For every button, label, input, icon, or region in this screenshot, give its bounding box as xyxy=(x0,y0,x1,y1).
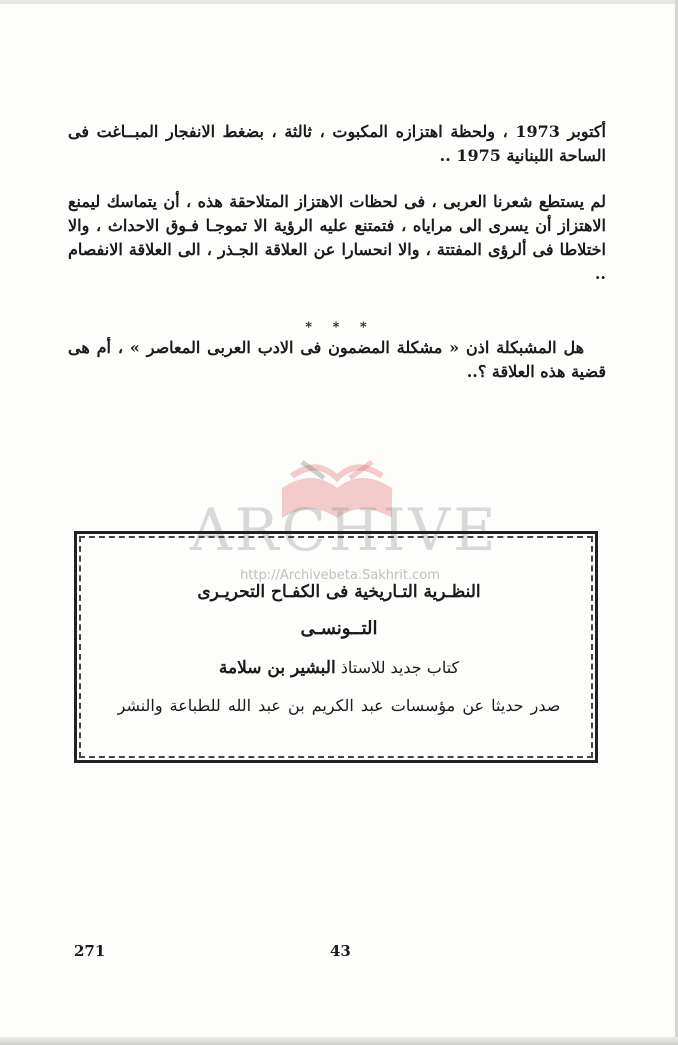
paragraph-3: هل المشبكلة اذن « مشكلة المضمون فى الادب العربى المعاصر » ، أم هى قضية هذه العلاقة ؟.. xyxy=(68,338,606,381)
book-title-line-2: التــونسـى xyxy=(300,618,378,639)
page-number-left: 271 xyxy=(74,942,106,960)
section-separator: * * * xyxy=(305,320,375,335)
watermark-url: http://Archivebeta.Sakhrit.com xyxy=(240,568,440,583)
paragraph-1: أكتوبر 1973 ، ولحظة اهتزازه المكبوت ، ثالثة ، بضغط الانفجار المبــاغت فى الساحة اللبنانية 1975 .. xyxy=(68,122,606,165)
book-announcement-box xyxy=(74,531,598,763)
author-name: البشير بن سلامة xyxy=(218,658,336,678)
publisher-line: صدر حديثا عن مؤسسات عبد الكريم بن عبد الله للطباعة والنشر xyxy=(117,696,561,715)
book-title-line-1: النظـرية التـاريخية فى الكفـاح التحريـرى xyxy=(197,582,481,602)
scan-edge-top xyxy=(0,0,678,4)
page-number-center: 43 xyxy=(330,942,351,960)
book-author-line xyxy=(77,658,601,678)
scan-edge-bottom xyxy=(0,1037,678,1045)
paragraph-2: لم يستطع شعرنا العربى ، فى لحظات الاهتزاز المتلاحقة هذه ، أن يتماسك ليمنع الاهتزاز أن يسرى الى مراياه ، فتمتنع عليه الرؤية الا تموجـا فـوق الاحداث ، والا اختلاطا فى ألرؤى المفتتة ، والا انحسارا عن العلاقة الجـذر ، الى العلاقة الانفصام .. xyxy=(68,192,606,283)
watermark-text: ARCHIVE xyxy=(190,496,499,564)
author-prefix: كتاب جديد للاستاذ xyxy=(340,658,460,677)
